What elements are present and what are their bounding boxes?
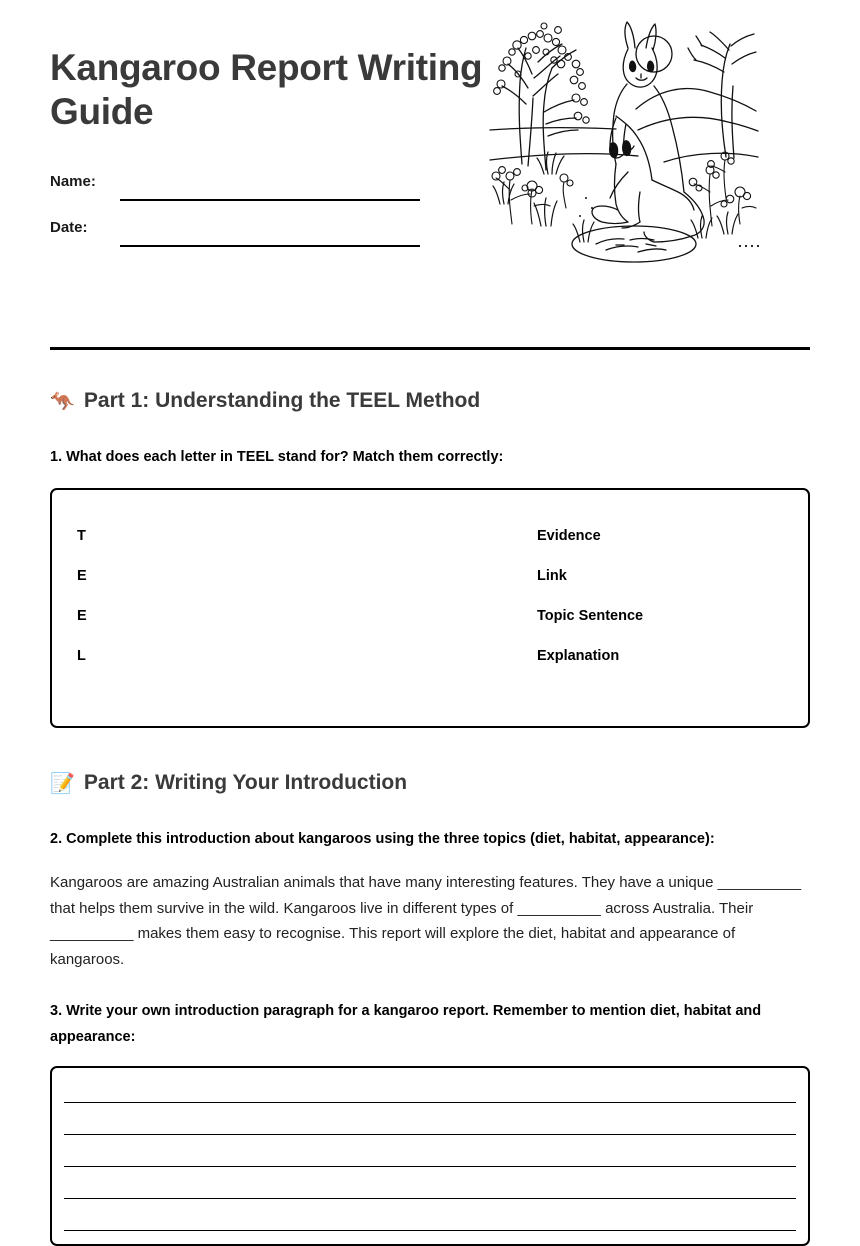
part2-heading-label: Part 2: Writing Your Introduction (83, 771, 408, 794)
match-letter: T (77, 528, 86, 544)
match-row[interactable] (52, 528, 808, 568)
match-term: Explanation (537, 648, 620, 664)
question-1: 1. What does each letter in TEEL stand for? Match them correctly: (50, 449, 504, 465)
part2-heading (50, 768, 810, 798)
date-field-writeline[interactable] (120, 245, 420, 247)
match-row[interactable] (52, 608, 808, 648)
student-fields (50, 164, 450, 256)
match-row[interactable] (52, 568, 808, 608)
cloze-paragraph: Kangaroos are amazing Australian animals that have many interesting features. They have a unique __________ that helps them survive in the wild. Kangaroos live in different types of __________ across Australia. Their __________ makes them easy to recognise. This report will explore the diet, habitat and appearance of kangaroos. (50, 874, 802, 968)
match-letter: E (77, 608, 87, 624)
part1-heading-label: Part 1: Understanding the TEEL Method (83, 389, 481, 412)
introduction-answer-box[interactable] (50, 1066, 810, 1246)
teel-match-box[interactable] (50, 488, 810, 728)
kangaroo-emoji: 🦘 (50, 389, 75, 413)
write-line[interactable] (64, 1198, 796, 1199)
date-field-row (50, 210, 450, 256)
match-letter: L (77, 648, 86, 664)
match-term: Link (537, 568, 567, 584)
part1-heading (50, 386, 810, 416)
memo-pencil-emoji: 📝 (50, 771, 75, 795)
question-3: 3. Write your own introduction paragraph for a kangaroo report. Remember to mention diet, habitat and appearance: (50, 1003, 762, 1045)
part2-section (50, 768, 810, 1246)
write-line[interactable] (64, 1166, 796, 1167)
match-term: Topic Sentence (537, 608, 644, 624)
name-field-writeline[interactable] (120, 199, 420, 201)
write-line[interactable] (64, 1102, 796, 1103)
write-line[interactable] (64, 1230, 796, 1231)
write-line[interactable] (64, 1134, 796, 1135)
name-field-label: Name: (50, 173, 96, 190)
kangaroo-illustration (488, 12, 760, 264)
match-letter: E (77, 568, 87, 584)
question-2: 2. Complete this introduction about kangaroos using the three topics (diet, habitat, appearance): (50, 831, 715, 847)
match-row[interactable] (52, 648, 808, 688)
header-divider (50, 347, 810, 350)
name-field-row (50, 164, 450, 210)
worksheet-content (50, 386, 810, 1246)
page-title: Kangaroo Report Writing Guide (50, 47, 483, 132)
date-field-label: Date: (50, 219, 88, 236)
match-term: Evidence (537, 528, 601, 544)
